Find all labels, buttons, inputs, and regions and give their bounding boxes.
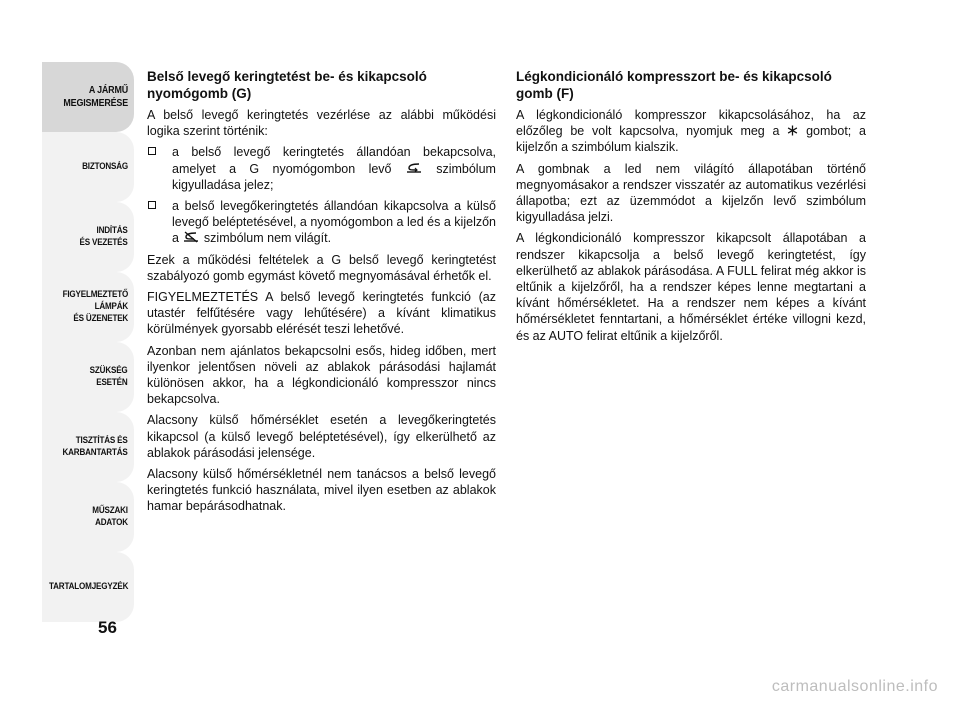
snowflake-icon	[787, 125, 798, 136]
tab-safety[interactable]	[42, 132, 134, 202]
checkbox-bullet-icon	[148, 201, 156, 209]
right-column	[516, 68, 866, 349]
recirculation-off-icon	[182, 231, 200, 243]
page-number: 56	[98, 618, 117, 637]
tab-label: MŰSZAKI ADATOK	[92, 505, 128, 528]
list-item-text: a belső levegőkeringtetés állandóan kikapcsolva a külső levegő beléptetésével, a nyomógombon a led és a kijelzőn a	[172, 199, 496, 246]
tab-label: A JÁRMŰ MEGISMERÉSE	[63, 84, 128, 109]
paragraph: Ezek a működési feltételek a G belső levegő keringtetést szabályozó gomb egymást követő megnyomásával érhetők el.	[147, 252, 496, 283]
paragraph: Azonban nem ajánlatos bekapcsolni esős, hideg időben, mert ilyenkor jelentősen növeli az ablakok párásodási hajlamát különösen akkor, ha a légkondicionáló kompresszor nincs bekapcsolva.	[147, 343, 496, 407]
list-item-text: a belső levegő keringtetés állandóan bekapcsolva, amelyet a G nyomógombon levő	[172, 145, 496, 176]
watermark: carmanualsonline.info	[771, 678, 938, 695]
tab-index[interactable]	[42, 552, 134, 622]
section-heading-recirculation: Belső levegő keringtetést be- és kikapcsoló nyomógomb (G)	[147, 69, 427, 101]
tab-label: FIGYELMEZTETŐ LÁMPÁK ÉS ÜZENETEK	[62, 289, 128, 324]
tab-label: INDÍTÁS ÉS VEZETÉS	[79, 225, 128, 248]
list-item-text: szimbólum kigyulladása jelez;	[172, 161, 496, 192]
paragraph	[516, 107, 866, 156]
paragraph: A belső levegő keringtetés vezérlése az alábbi működési logika szerint történik:	[147, 108, 496, 139]
tab-label: SZÜKSÉG ESETÉN	[90, 365, 128, 388]
checkbox-bullet-icon	[148, 147, 156, 155]
list-item	[147, 198, 496, 247]
paragraph: A gombnak a led nem világító állapotában történő megnyomásakor a rendszer visszatér az automatikus vezérlési állapotba; ezt az üzemmódot a kijelzőn levő szimbólum kigyulladása jelzi.	[516, 161, 866, 225]
paragraph-text: gombot; a kijelzőn a szimbólum kialszik.	[516, 124, 866, 155]
tab-vehicle-overview[interactable]	[42, 62, 134, 132]
section-heading-compressor: Légkondicionáló kompresszort be- és kikapcsoló gomb (F)	[516, 69, 832, 101]
tab-starting-driving[interactable]	[42, 202, 134, 272]
tab-technical-data[interactable]	[42, 482, 134, 552]
tab-warning-lights[interactable]	[42, 272, 134, 342]
tab-maintenance[interactable]	[42, 412, 134, 482]
paragraph: A légkondicionáló kompresszor kikapcsolt állapotában a rendszer kikapcsolja a belső levegő keringtetést, így elkerülhető az ablakok párásodása. A FULL felirat még akkor is eltűnik a kijelzőről, ha a rendszer képes lenne megtartani a kívánt hőmérsékletet. Ha a rendszer nem képes a kívánt hőmérsékletet fenntartani, a hőmérséklet értéke villogni kezd, és az AUTO felirat eltűnik a kijelzőről.	[516, 231, 866, 343]
tab-emergency[interactable]	[42, 342, 134, 412]
list-item-text: szimbólum nem világít.	[203, 231, 332, 246]
left-column	[147, 68, 496, 520]
tab-label: TARTALOMJEGYZÉK	[48, 581, 128, 592]
recirculation-on-icon	[405, 162, 423, 174]
tab-label: TISZTÍTÁS ÉS KARBANTARTÁS	[62, 435, 128, 458]
tab-label: BIZTONSÁG	[82, 161, 128, 172]
paragraph: Alacsony külső hőmérséklet esetén a levegőkeringtetés kikapcsol (a külső levegő beléptetésével), így elkerülhető az ablakok párásodási jelensége.	[147, 413, 496, 460]
list-item	[147, 144, 496, 193]
paragraph: Alacsony külső hőmérsékletnél nem tanácsos a belső levegő keringtetés funkció használata, mivel ilyen esetben az ablakok hamar bepárásodhatnak.	[147, 467, 496, 514]
paragraph-warning: FIGYELMEZTETÉS A belső levegő keringtetés funkció (az utastér felfűtésére vagy lehűtésére) a kívánt klimatikus körülmények gyorsabb elérését teszi lehetővé.	[147, 290, 496, 337]
paragraph-text: A légkondicionáló kompresszor kikapcsolásához, ha az előzőleg be volt kapcsolva, nyomjuk meg a	[516, 108, 866, 139]
